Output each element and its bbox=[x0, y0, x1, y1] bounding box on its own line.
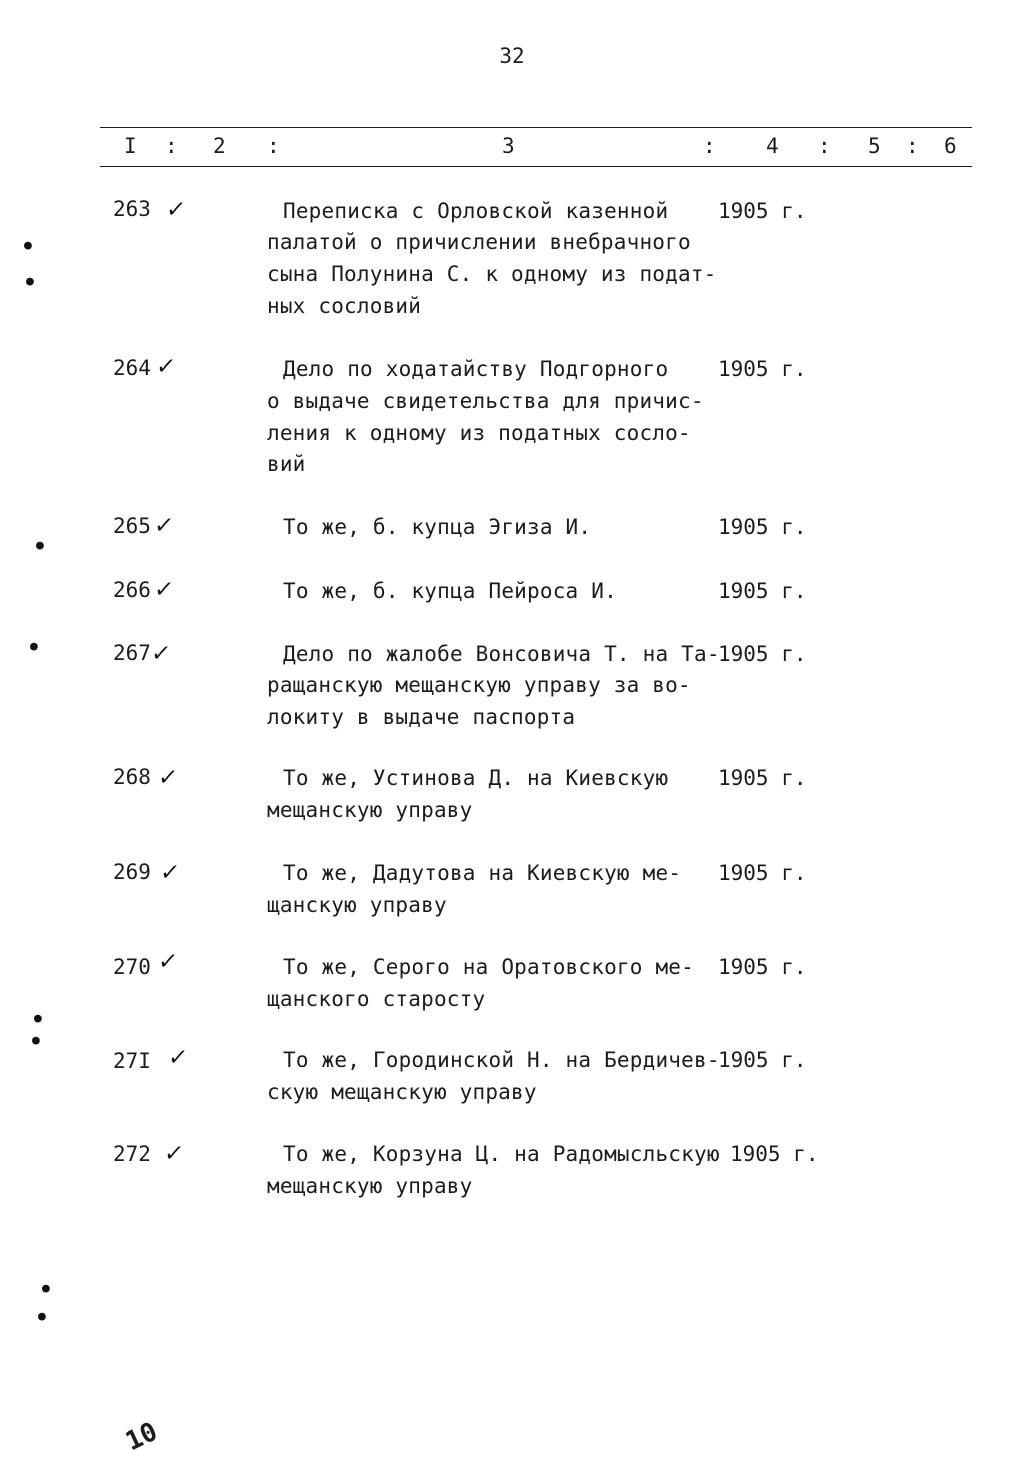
binding-hole-mark-icon: ● bbox=[34, 1011, 42, 1026]
record-date: 1905 г. bbox=[718, 861, 807, 885]
check-mark-icon: ✓ bbox=[153, 574, 174, 604]
binding-hole-mark-icon: ● bbox=[32, 1033, 40, 1048]
record-description-line: То же, Устинова Д. на Киевскую bbox=[283, 766, 669, 790]
record-description-line: Переписка с Орловской казенной bbox=[283, 199, 669, 223]
record-description-line: щанского старосту bbox=[267, 987, 486, 1011]
record-description-line: То же, Серого на Оратовского ме- bbox=[283, 955, 694, 979]
record-description-line: палатой о причислении внебрачного bbox=[267, 230, 691, 254]
record-description-line: вий bbox=[267, 452, 306, 476]
record-description-line: мещанскую управу bbox=[267, 1174, 473, 1198]
record-date: 1905 г. bbox=[718, 579, 807, 603]
record-date: 1905 г. bbox=[718, 357, 807, 381]
record-description-line: щанскую управу bbox=[267, 893, 447, 917]
column-5-label: 5 bbox=[868, 134, 881, 158]
record-date: 1905 г. bbox=[718, 1048, 807, 1072]
column-separator: : bbox=[165, 134, 178, 158]
record-date: 1905 г. bbox=[718, 515, 807, 539]
record-date: 1905 г. bbox=[718, 642, 807, 666]
record-description-line: То же, б. купца Эгиза И. bbox=[283, 515, 592, 539]
record-number: 270 bbox=[113, 955, 151, 979]
record-date: 1905 г. bbox=[718, 955, 807, 979]
record-description-line: Дело по жалобе Вонсовича Т. на Та- bbox=[283, 642, 720, 666]
check-mark-icon: ✓ bbox=[167, 1042, 188, 1072]
record-date: 1905 г. bbox=[718, 199, 807, 223]
binding-hole-mark-icon: ● bbox=[38, 1309, 46, 1324]
record-description-line: о выдаче свидетельства для причис- bbox=[267, 389, 704, 413]
record-number: 267 bbox=[113, 641, 151, 665]
binding-hole-mark-icon: ● bbox=[24, 238, 32, 253]
page-number: 32 bbox=[499, 44, 525, 68]
record-description-line: Дело по ходатайству Подгорного bbox=[283, 357, 669, 381]
column-1-label: I bbox=[124, 134, 137, 158]
record-number: 266 bbox=[113, 578, 151, 602]
binding-hole-mark-icon: ● bbox=[26, 274, 34, 289]
record-date: 1905 г. bbox=[718, 766, 807, 790]
record-number: 264 bbox=[113, 356, 151, 380]
record-description-line: То же, Городинской Н. на Бердичев- bbox=[283, 1048, 720, 1072]
column-separator: : bbox=[818, 134, 831, 158]
record-date: 1905 г. bbox=[730, 1142, 819, 1166]
record-description-line: То же, Корзуна Ц. на Радомысльскую bbox=[283, 1142, 720, 1166]
record-number: 269 bbox=[113, 860, 151, 884]
record-description-line: ращанскую мещанскую управу за во- bbox=[267, 673, 691, 697]
column-3-label: 3 bbox=[502, 134, 515, 158]
check-mark-icon: ✓ bbox=[159, 857, 180, 887]
binding-hole-mark-icon: ● bbox=[36, 538, 44, 553]
check-mark-icon: ✓ bbox=[157, 946, 178, 976]
check-mark-icon: ✓ bbox=[157, 762, 178, 792]
handwritten-sheet-number: 10 bbox=[121, 1416, 163, 1458]
check-mark-icon: ✓ bbox=[163, 1138, 184, 1168]
check-mark-icon: ✓ bbox=[165, 194, 186, 224]
record-number: 265 bbox=[113, 514, 151, 538]
record-description-line: То же, б. купца Пейроса И. bbox=[283, 579, 617, 603]
record-description-line: скую мещанскую управу bbox=[267, 1080, 537, 1104]
record-description-line: сына Полунина С. к одному из подат- bbox=[267, 262, 717, 286]
column-separator: : bbox=[267, 134, 280, 158]
column-4-label: 4 bbox=[766, 134, 779, 158]
check-mark-icon: ✓ bbox=[150, 638, 171, 668]
table-header-rule-bottom bbox=[100, 166, 972, 167]
record-description-line: ных сословий bbox=[267, 294, 422, 318]
binding-hole-mark-icon: ● bbox=[42, 1281, 50, 1296]
record-description-line: мещанскую управу bbox=[267, 798, 473, 822]
check-mark-icon: ✓ bbox=[155, 351, 176, 381]
record-number: 263 bbox=[113, 197, 151, 221]
binding-hole-mark-icon: ● bbox=[30, 639, 38, 654]
column-6-label: 6 bbox=[944, 134, 957, 158]
check-mark-icon: ✓ bbox=[153, 510, 174, 540]
record-description-line: То же, Дадутова на Киевскую ме- bbox=[283, 861, 682, 885]
record-description-line: ления к одному из податных сосло- bbox=[267, 421, 691, 445]
record-number: 272 bbox=[113, 1142, 151, 1166]
column-separator: : bbox=[703, 134, 716, 158]
record-description-line: локиту в выдаче паспорта bbox=[267, 705, 576, 729]
record-number: 268 bbox=[113, 765, 151, 789]
column-separator: : bbox=[906, 134, 919, 158]
record-number: 27I bbox=[113, 1049, 151, 1073]
table-header-rule-top bbox=[100, 127, 972, 128]
column-2-label: 2 bbox=[213, 134, 226, 158]
